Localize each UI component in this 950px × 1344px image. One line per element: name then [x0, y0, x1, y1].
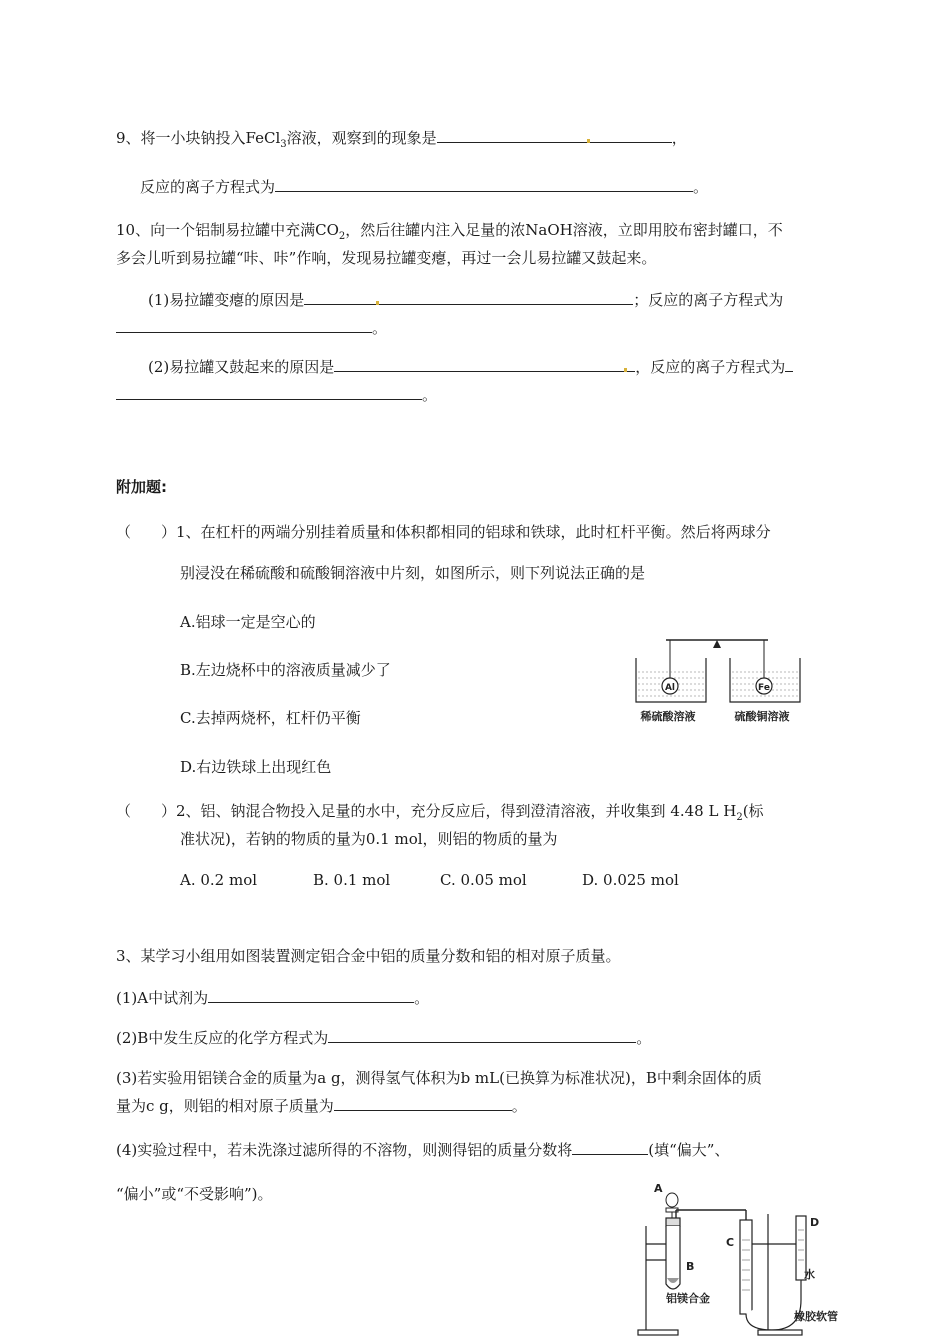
- q10-p2-reason-blank[interactable]: [334, 357, 624, 372]
- test-tube-b: [666, 1218, 680, 1289]
- label-b: B: [686, 1260, 695, 1273]
- q3-p3-blank[interactable]: [334, 1096, 512, 1111]
- q10-line1: 10、向一个铝制易拉罐中充满$CO_2$，然后往罐内注入足量的浓NaOH溶液，立即用胶布密封罐口，不: [116, 221, 783, 242]
- extra-q1-line2: 别浸没在稀硫酸和硫酸铜溶液中片刻，如图所示，则下列说法正确的是: [180, 564, 646, 582]
- extra-title: 附加题:: [116, 478, 167, 496]
- water-label: 水: [804, 1268, 815, 1281]
- extra-q2-option-a[interactable]: A. 0.2 mol: [180, 871, 258, 889]
- fulcrum-icon: [713, 640, 721, 648]
- q10-p1-equation-blank[interactable]: [116, 318, 372, 333]
- alloy-label: 铝镁合金: [666, 1292, 710, 1305]
- extra-q2-option-d[interactable]: D. 0.025 mol: [582, 871, 679, 889]
- q10-part1: (1)易拉罐变瘪的原因是 ；反应的离子方程式为: [148, 291, 784, 309]
- q10-part1-eq: 。: [116, 318, 387, 338]
- extra-q2-line1: （ ）2、铝、钠混合物投入足量的水中，充分反应后，得到澄清溶液，并收集到 4.48 L $H_2$(标: [116, 802, 764, 823]
- apparatus-figure: [636, 1180, 856, 1340]
- q10-p2-equation-start[interactable]: [785, 357, 793, 372]
- extra-q1-line1: （ ）1、在杠杆的两端分别挂着质量和体积都相同的铝球和铁球，此时杠杆平衡。然后将两球分: [116, 523, 771, 541]
- q9-phenomenon-blank-2[interactable]: [590, 128, 672, 143]
- label-d: D: [810, 1216, 820, 1229]
- q3-p1-blank[interactable]: [208, 988, 414, 1003]
- al-label: Al: [664, 683, 676, 693]
- extra-q2-option-c[interactable]: C. 0.05 mol: [440, 871, 527, 889]
- right-solution-label: 硫酸铜溶液: [734, 710, 790, 723]
- left-beaker: [636, 658, 706, 723]
- extra-q1-option-b[interactable]: B.左边烧杯中的溶液质量减少了: [180, 661, 391, 679]
- extra-q3-part3-line1: (3)若实验用铝镁合金的质量为a g，测得氢气体积为b mL(已换算为标准状况)，B中剩余固体的质: [116, 1069, 762, 1087]
- right-beaker: [730, 658, 800, 723]
- q9-equation-blank[interactable]: [275, 177, 693, 192]
- extra-q1-option-d[interactable]: D.右边铁球上出现红色: [180, 758, 332, 776]
- q10-p1-reason-blank-2[interactable]: [379, 290, 633, 305]
- extra-q3-stem: 3、某学习小组用如图装置测定铝合金中铝的质量分数和铝的相对原子质量。: [116, 947, 621, 965]
- q9-line2: 反应的离子方程式为 。: [140, 178, 709, 196]
- extra-q1-option-c[interactable]: C.去掉两烧杯，杠杆仍平衡: [180, 709, 361, 727]
- left-solution-label: 稀硫酸溶液: [640, 710, 696, 723]
- extra-q3-part1: (1)A中试剂为 。: [116, 989, 430, 1007]
- extra-q2-line2: 准状况)，若钠的物质的量为0.1 mol，则铝的物质的量为: [180, 830, 558, 848]
- lever-figure: [630, 630, 810, 730]
- label-c: C: [726, 1236, 735, 1249]
- extra-q3-part3-line2: 量为c g，则铝的相对原子质量为 。: [116, 1097, 527, 1115]
- q10-part2-eq: 。: [116, 385, 437, 405]
- delivery-tube: [676, 1210, 746, 1220]
- extra-q3-part4-line1: (4)实验过程中，若未洗涤过滤所得的不溶物，则测得铝的质量分数将 (填“偏大”、: [116, 1141, 730, 1159]
- extra-q3-part4-line2: “偏小”或“不受影响”)。: [116, 1185, 273, 1203]
- hose-label: 橡胶软管: [794, 1310, 838, 1323]
- label-a: A: [654, 1182, 663, 1195]
- extra-q1-option-a[interactable]: A.铝球一定是空心的: [180, 613, 316, 631]
- q10-p2-equation-blank[interactable]: [116, 385, 422, 400]
- q9-line1: 9、将一小块钠投入FeCl$_3$溶液，观察到的现象是 ，: [116, 129, 687, 150]
- extra-q3-part2: (2)B中发生反应的化学方程式为 。: [116, 1029, 652, 1047]
- q10-line2: 多会儿听到易拉罐“咔、咔”作响，发现易拉罐变瘪，再过一会儿易拉罐又鼓起来。: [116, 249, 657, 267]
- extra-q2-option-b[interactable]: B. 0.1 mol: [313, 871, 391, 889]
- q3-p2-blank[interactable]: [328, 1028, 636, 1043]
- fe-label: Fe: [758, 683, 770, 693]
- q10-p1-reason-blank[interactable]: [304, 290, 376, 305]
- q9-phenomenon-blank[interactable]: [437, 128, 587, 143]
- q10-part2: (2)易拉罐又鼓起来的原因是 ，反应的离子方程式为: [148, 357, 793, 377]
- q3-p4-blank[interactable]: [572, 1140, 648, 1155]
